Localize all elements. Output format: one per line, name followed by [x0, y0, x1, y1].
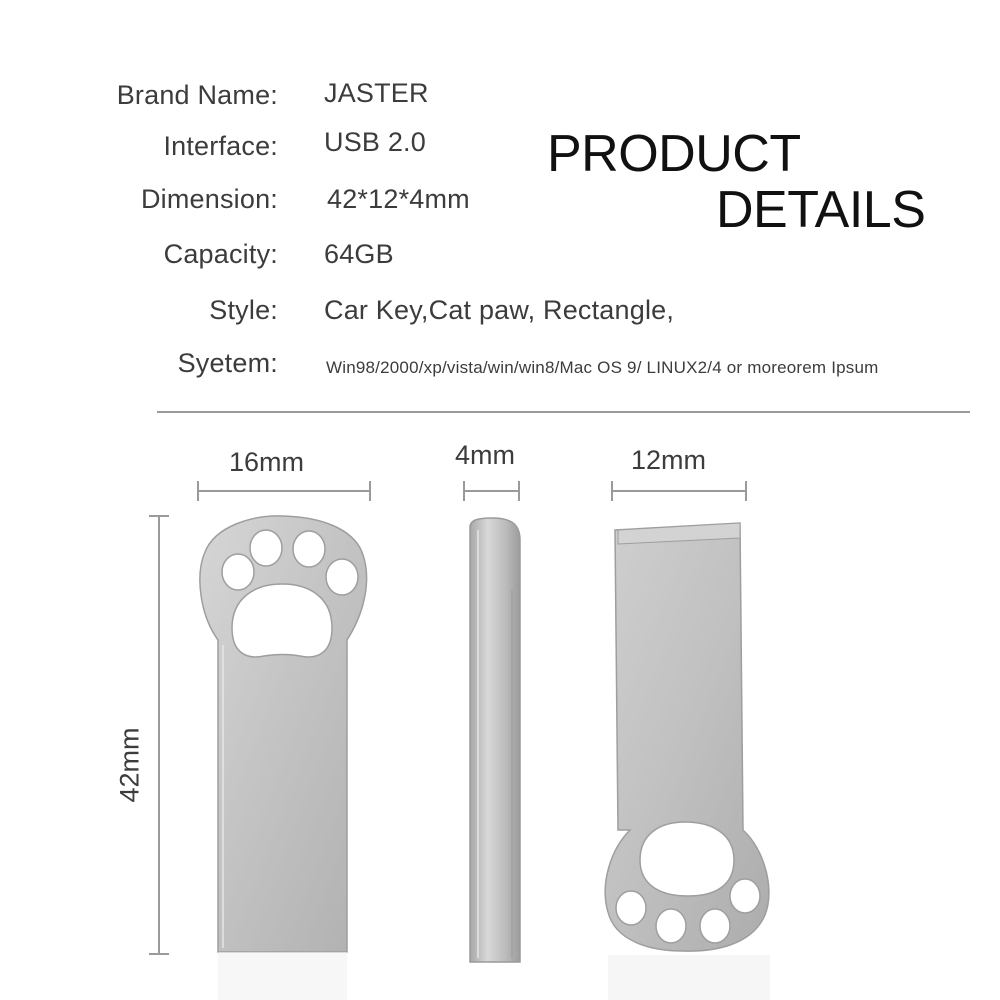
capacity-label: Capacity:	[163, 239, 278, 269]
usb-back-view	[605, 523, 770, 1000]
length-dimension-line	[149, 516, 169, 954]
length-dimension-label: 42mm	[114, 727, 145, 803]
heading-line2: DETAILS	[716, 181, 926, 239]
thickness-dimension-label: 4mm	[455, 440, 515, 470]
dimension-label: Dimension:	[140, 184, 278, 214]
capacity-value: 64GB	[324, 239, 394, 269]
width-dimension-label: 16mm	[229, 447, 305, 477]
heading-line1: PRODUCT	[547, 125, 801, 183]
thickness-dimension-line	[464, 481, 519, 501]
style-label: Style:	[209, 295, 278, 325]
dimension-value: 42*12*4mm	[327, 184, 470, 214]
depth-dimension-label: 12mm	[631, 445, 707, 475]
style-value: Car Key,Cat paw, Rectangle,	[324, 295, 675, 325]
interface-label: Interface:	[163, 131, 278, 161]
usb-side-view	[470, 518, 520, 962]
depth-dimension-line	[612, 481, 746, 501]
system-label: Syetem:	[177, 348, 278, 378]
usb-front-view	[200, 516, 367, 1000]
interface-value: USB 2.0	[324, 127, 426, 157]
brand-value: JASTER	[324, 78, 429, 108]
brand-label: Brand Name:	[116, 80, 278, 110]
system-value: Win98/2000/xp/vista/win/win8/Mac OS 9/ LINUX2/4 or moreorem Ipsum	[326, 358, 879, 377]
width-dimension-line	[198, 481, 370, 501]
